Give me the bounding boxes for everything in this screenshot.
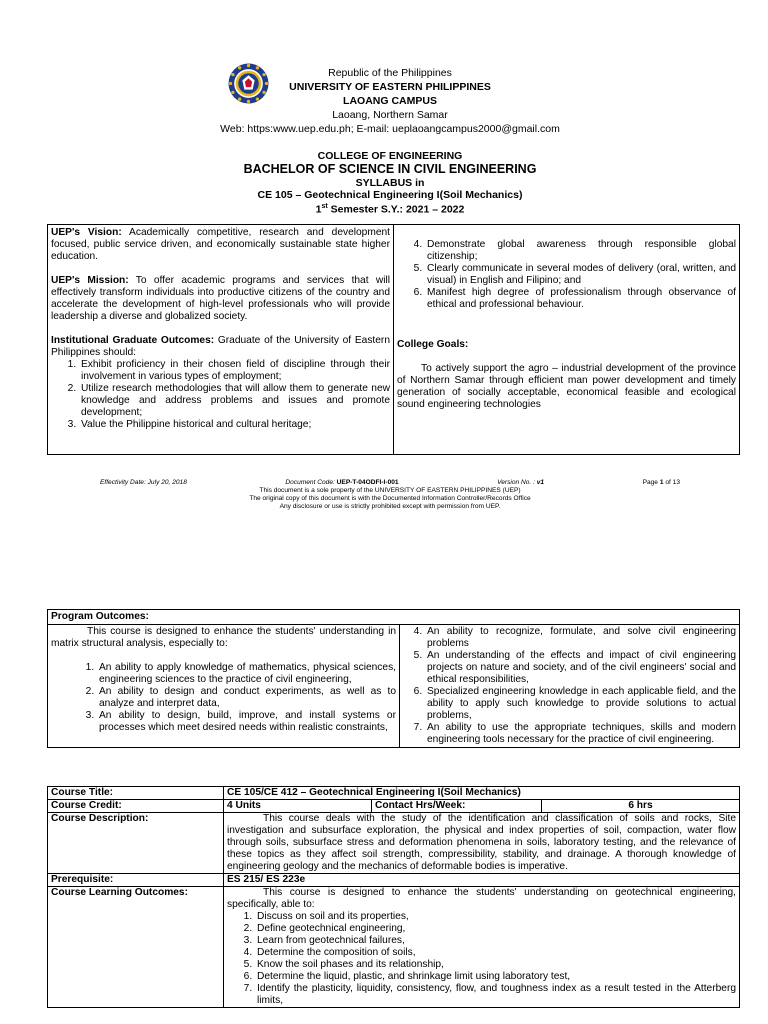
mission-text: To offer academic programs and services that will effectively transform individuals into productive citizens of the country and accelerate the development of high-level professionals who will provide leadership a diverse and globalized society. (51, 275, 391, 322)
campus-address: Laoang, Northern Samar (332, 109, 448, 121)
program-outcomes-left (48, 625, 400, 748)
vision-paragraph (51, 227, 390, 263)
document-code (285, 479, 398, 487)
course-description-text: This course deals with the study of the identification and classification of soils and rocks, Site investigation and subsurface exploration, the physical and index properties of soil, compaction, water flow through soils, subsurface stress and deformation phenomena in soils, laboratory testing, and the relevance of these topics as they affect soil strength, compressibility, stability, and drainage. A thorough knowledge of engineering geology and the mechanics of deformable bodies is imperative. (224, 813, 740, 874)
list-item: 5. Clearly communicate in several modes of delivery (oral, written, and visual) in English and Filipino; and (425, 263, 736, 287)
clo-label: Course Learning Outcomes: (48, 887, 224, 1008)
doc-code-label: Document Code: (285, 479, 337, 486)
course-title-label: Course Title: (48, 787, 224, 800)
semester-number: 1 (315, 203, 322, 216)
program-outcomes-intro: This course is designed to enhance the students' understanding in matrix structural analysis, especially to: (51, 626, 396, 649)
list-item: 5. Know the soil phases and its relationship, (255, 959, 736, 971)
effectivity-date: Effectivity Date: July 20, 2018 (100, 479, 187, 486)
vision-mission-cell (48, 225, 394, 455)
list-item: 6. Determine the liquid, plastic, and shrinkage limit using laboratory test, (255, 971, 736, 983)
goals-cell (394, 225, 740, 455)
semester-suffix: st (321, 203, 328, 210)
course-credit-label: Course Credit: (48, 800, 224, 813)
igo-list (79, 359, 390, 431)
version-label: Version No. : (497, 479, 537, 486)
list-item: 3. Learn from geotechnical failures, (255, 935, 736, 947)
vision-label: UEP's Vision: (51, 227, 122, 238)
list-item: 3. An ability to design, build, improve, and install systems or processes which meet desired needs within realistic constraints, (97, 710, 396, 734)
campus-name: LAOANG CAMPUS (343, 95, 437, 107)
program-outcomes-list (97, 662, 396, 734)
contact-line: Web: https:www.uep.edu.ph; E-mail: ueplaoangcampus2000@gmail.com (220, 123, 560, 135)
igo-label: Institutional Graduate Outcomes: (51, 335, 215, 346)
college-goals-label: College Goals: (397, 339, 469, 350)
list-item: 4. Determine the composition of soils, (255, 947, 736, 959)
college-name: COLLEGE OF ENGINEERING (317, 150, 463, 162)
page-total: 13 (672, 479, 680, 486)
list-item: 4. Demonstrate global awareness through responsible global citizenship; (425, 239, 736, 263)
course-code-line: CE 105 – Geotechnical Engineering I(Soil Mechanics) (257, 189, 523, 201)
igo-text: Graduate of the University of Eastern Philippines should: (51, 335, 390, 358)
list-item: 2. Define geotechnical engineering, (255, 923, 736, 935)
prerequisite-label: Prerequisite: (48, 874, 224, 887)
semester-year: Semester S.Y.: 2021 – 2022 (327, 203, 465, 216)
footer-meta-row (100, 479, 680, 487)
program-header (190, 150, 590, 216)
university-name: UNIVERSITY OF EASTERN PHILIPPINES (289, 81, 491, 93)
list-item: 3. Value the Philippine historical and cultural heritage; (79, 419, 390, 431)
program-outcomes-table (47, 609, 740, 748)
prerequisite-value: ES 215/ ES 223e (224, 874, 740, 887)
program-outcomes-heading: Program Outcomes: (48, 610, 740, 625)
footer-line: The original copy of this document is with the Documented Information Controller/Records Office (249, 495, 531, 502)
list-item: 2. Utilize research methodologies that will allow them to generate new knowledge and address problems and issues and promote development; (79, 383, 390, 419)
list-item: 5. An understanding of the effects and impact of civil engineering projects on nature and society, and of the civil engineers' social and ethical responsibilities, (425, 650, 736, 686)
contact-hours-value: 6 hrs (542, 800, 740, 813)
igo-list-continued (425, 239, 736, 311)
college-goals-text: To actively support the agro – industrial development of the province of Northern Samar through efficient man power development and timely generation of socially acceptable, economical feasible and ecological sound engineering technologies (397, 363, 736, 410)
list-item: 1. Exhibit proficiency in their chosen field of discipline through their involvement in various types of employment; (79, 359, 390, 383)
page-number (643, 479, 680, 487)
version-no (497, 479, 544, 487)
page-current: 1 (659, 479, 664, 486)
course-description-label: Course Description: (48, 813, 224, 874)
mission-paragraph (51, 275, 390, 323)
document-footer (100, 479, 680, 511)
page-of: of (663, 479, 673, 486)
footer-line: Any disclosure or use is strictly prohibited except with permission from UEP. (279, 503, 501, 510)
vision-mission-table (47, 224, 740, 455)
page-label: Page (642, 479, 660, 486)
course-title-value: CE 105/CE 412 – Geotechnical Engineering I(Soil Mechanics) (224, 787, 740, 800)
clo-intro: This course is designed to enhance the students' understanding on geotechnical engineering, specifically, able to: (227, 887, 736, 910)
course-info-table (47, 786, 740, 1008)
clo-list (255, 911, 736, 1007)
degree-name: BACHELOR OF SCIENCE IN CIVIL ENGINEERING (243, 162, 537, 176)
list-item: 2. An ability to design and conduct experiments, as well as to analyze and interpret data, (97, 686, 396, 710)
contact-hours-label: Contact Hrs/Week: (372, 800, 542, 813)
footer-line: This document is a sole property of the UNIVERSITY OF EASTERN PHILIPPINES (UEP) (259, 487, 521, 494)
list-item: 6. Specialized engineering knowledge in each applicable field, and the ability to apply such knowledge to provide solutions to actual problems, (425, 686, 736, 722)
mission-label: UEP's Mission: (51, 275, 129, 286)
republic-line: Republic of the Philippines (328, 67, 452, 79)
semester-line (190, 201, 590, 216)
syllabus-label: SYLLABUS in (355, 177, 425, 189)
list-item: 1. An ability to apply knowledge of mathematics, physical sciences, engineering sciences to the practice of civil engineering, (97, 662, 396, 686)
list-item: 7. Identify the plasticity, liquidity, consistency, flow, and toughness index as a result tested in the Atterberg limits, (255, 983, 736, 1007)
list-item: 4. An ability to recognize, formulate, and solve civil engineering problems (425, 626, 736, 650)
version-value: v1 (536, 479, 545, 486)
vision-text: Academically competitive, research and development focused, public service driven, and economically sustainable state higher education. (51, 227, 390, 262)
list-item: 1. Discuss on soil and its properties, (255, 911, 736, 923)
doc-code-value: UEP-T-04ODFI-I-001 (336, 479, 399, 486)
list-item: 7. An ability to use the appropriate techniques, skills and modern engineering tools necessary for the practice of civil engineering. (425, 722, 736, 746)
program-outcomes-list-continued (425, 626, 736, 746)
institution-header (190, 66, 590, 136)
igo-paragraph (51, 335, 390, 359)
clo-cell (224, 887, 740, 1008)
list-item: 6. Manifest high degree of professionalism through observance of ethical and professional behaviour. (425, 287, 736, 311)
course-credit-value: 4 Units (224, 800, 372, 813)
program-outcomes-right (400, 625, 740, 748)
